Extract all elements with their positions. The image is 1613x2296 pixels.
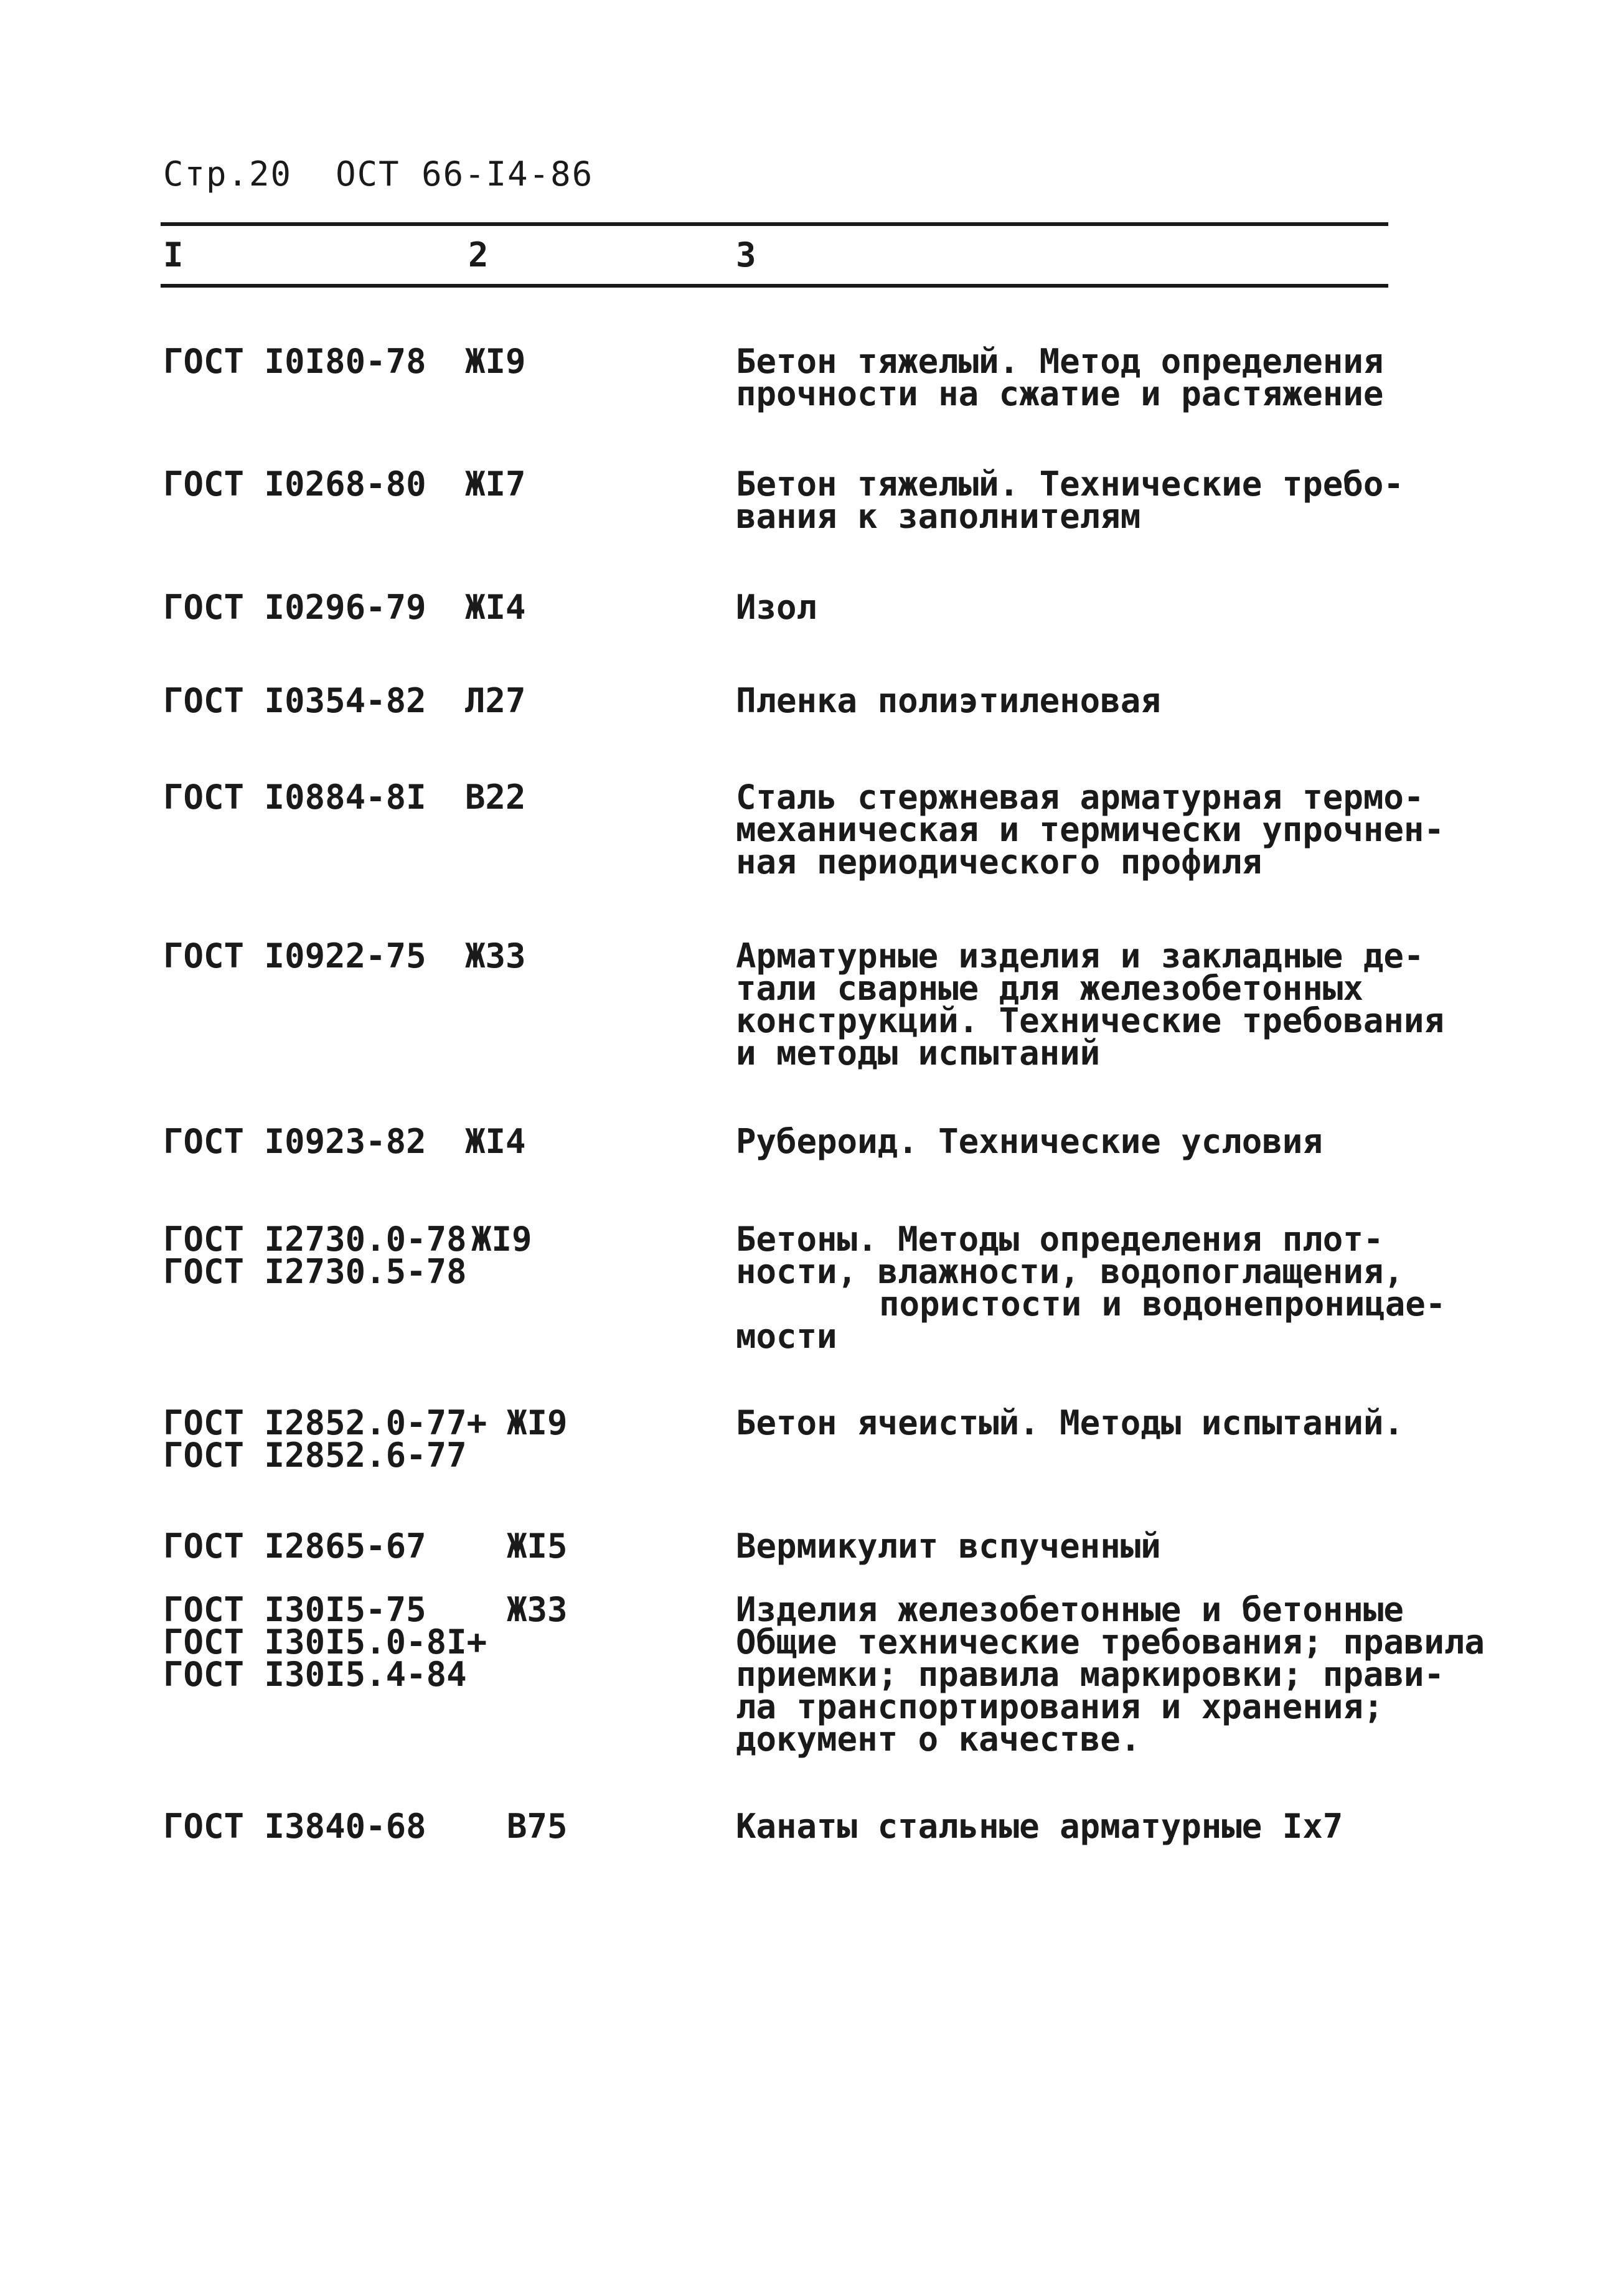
- section-code: ЖI4: [465, 588, 526, 627]
- standard-ref: ГОСТ I0268-80: [163, 464, 426, 504]
- standard-title: Вермикулит вспученный: [736, 1527, 1161, 1566]
- section-code: Ж33: [507, 1590, 568, 1629]
- column-header-3: 3: [736, 235, 756, 275]
- standard-title: Изделия железобетонные и бетонные Общие технические требования; правила приемки; правила маркировки; прави- ла транспортирования и хранения; документ о качестве.: [736, 1590, 1485, 1759]
- section-code: ЖI7: [465, 464, 526, 504]
- standard-title: Бетоны. Методы определения плот- ности, влажности, водопоглащения, пористости и водонепроницае- мости: [736, 1220, 1446, 1356]
- section-code: В75: [507, 1807, 568, 1846]
- page-number: Стр.20: [163, 154, 293, 194]
- standard-title: Бетон тяжелый. Метод определения прочности на сжатие и растяжение: [736, 342, 1384, 413]
- standard-title: Рубероид. Технические условия: [736, 1122, 1323, 1161]
- standard-title: Пленка полиэтиленовая: [736, 681, 1161, 720]
- table-top-rule: [161, 222, 1388, 226]
- standard-title: Канаты стальные арматурные Iх7: [736, 1807, 1343, 1846]
- table-header-rule: [161, 284, 1388, 288]
- standard-ref: ГОСТ I0923-82: [163, 1122, 426, 1161]
- standard-ref: ГОСТ I2865-67: [163, 1527, 426, 1566]
- section-code: Ж33: [465, 936, 526, 976]
- column-header-1: I: [163, 235, 184, 275]
- standard-ref: ГОСТ I2852.0-77+ ГОСТ I2852.6-77: [163, 1403, 487, 1475]
- standard-ref: ГОСТ I0884-8I: [163, 778, 426, 817]
- standard-title: Арматурные изделия и закладные де- тали сварные для железобетонных конструкций. Технические требования и методы испытаний: [736, 936, 1444, 1073]
- section-code: ЖI5: [507, 1527, 568, 1566]
- section-code: В22: [465, 778, 526, 817]
- standard-title: Бетон тяжелый. Технические требо- вания к заполнителям: [736, 464, 1404, 536]
- section-code: ЖI9: [465, 342, 526, 381]
- section-code: Л27: [465, 681, 526, 720]
- standard-ref: ГОСТ I0354-82: [163, 681, 426, 720]
- column-header-2: 2: [468, 235, 489, 275]
- standard-title: Сталь стержневая арматурная термо- механическая и термически упрочнен- ная периодического профиля: [736, 778, 1444, 882]
- standard-title: Бетон ячеистый. Методы испытаний.: [736, 1403, 1404, 1442]
- page-header: [163, 154, 593, 194]
- section-code: ЖI4: [465, 1122, 526, 1161]
- standard-ref: ГОСТ I0296-79: [163, 588, 426, 627]
- standard-ref: ГОСТ I2730.0-78 ГОСТ I2730.5-78: [163, 1220, 467, 1291]
- document-code: ОСТ 66-I4-86: [336, 154, 594, 194]
- section-code: ЖI9: [471, 1220, 532, 1259]
- standard-ref: ГОСТ I30I5-75 ГОСТ I30I5.0-8I+ ГОСТ I30I5.4-84: [163, 1590, 487, 1694]
- standard-title: Изол: [736, 588, 817, 627]
- section-code: ЖI9: [507, 1403, 568, 1442]
- standard-ref: ГОСТ I0I80-78: [163, 342, 426, 381]
- standard-ref: ГОСТ I3840-68: [163, 1807, 426, 1846]
- standard-ref: ГОСТ I0922-75: [163, 936, 426, 976]
